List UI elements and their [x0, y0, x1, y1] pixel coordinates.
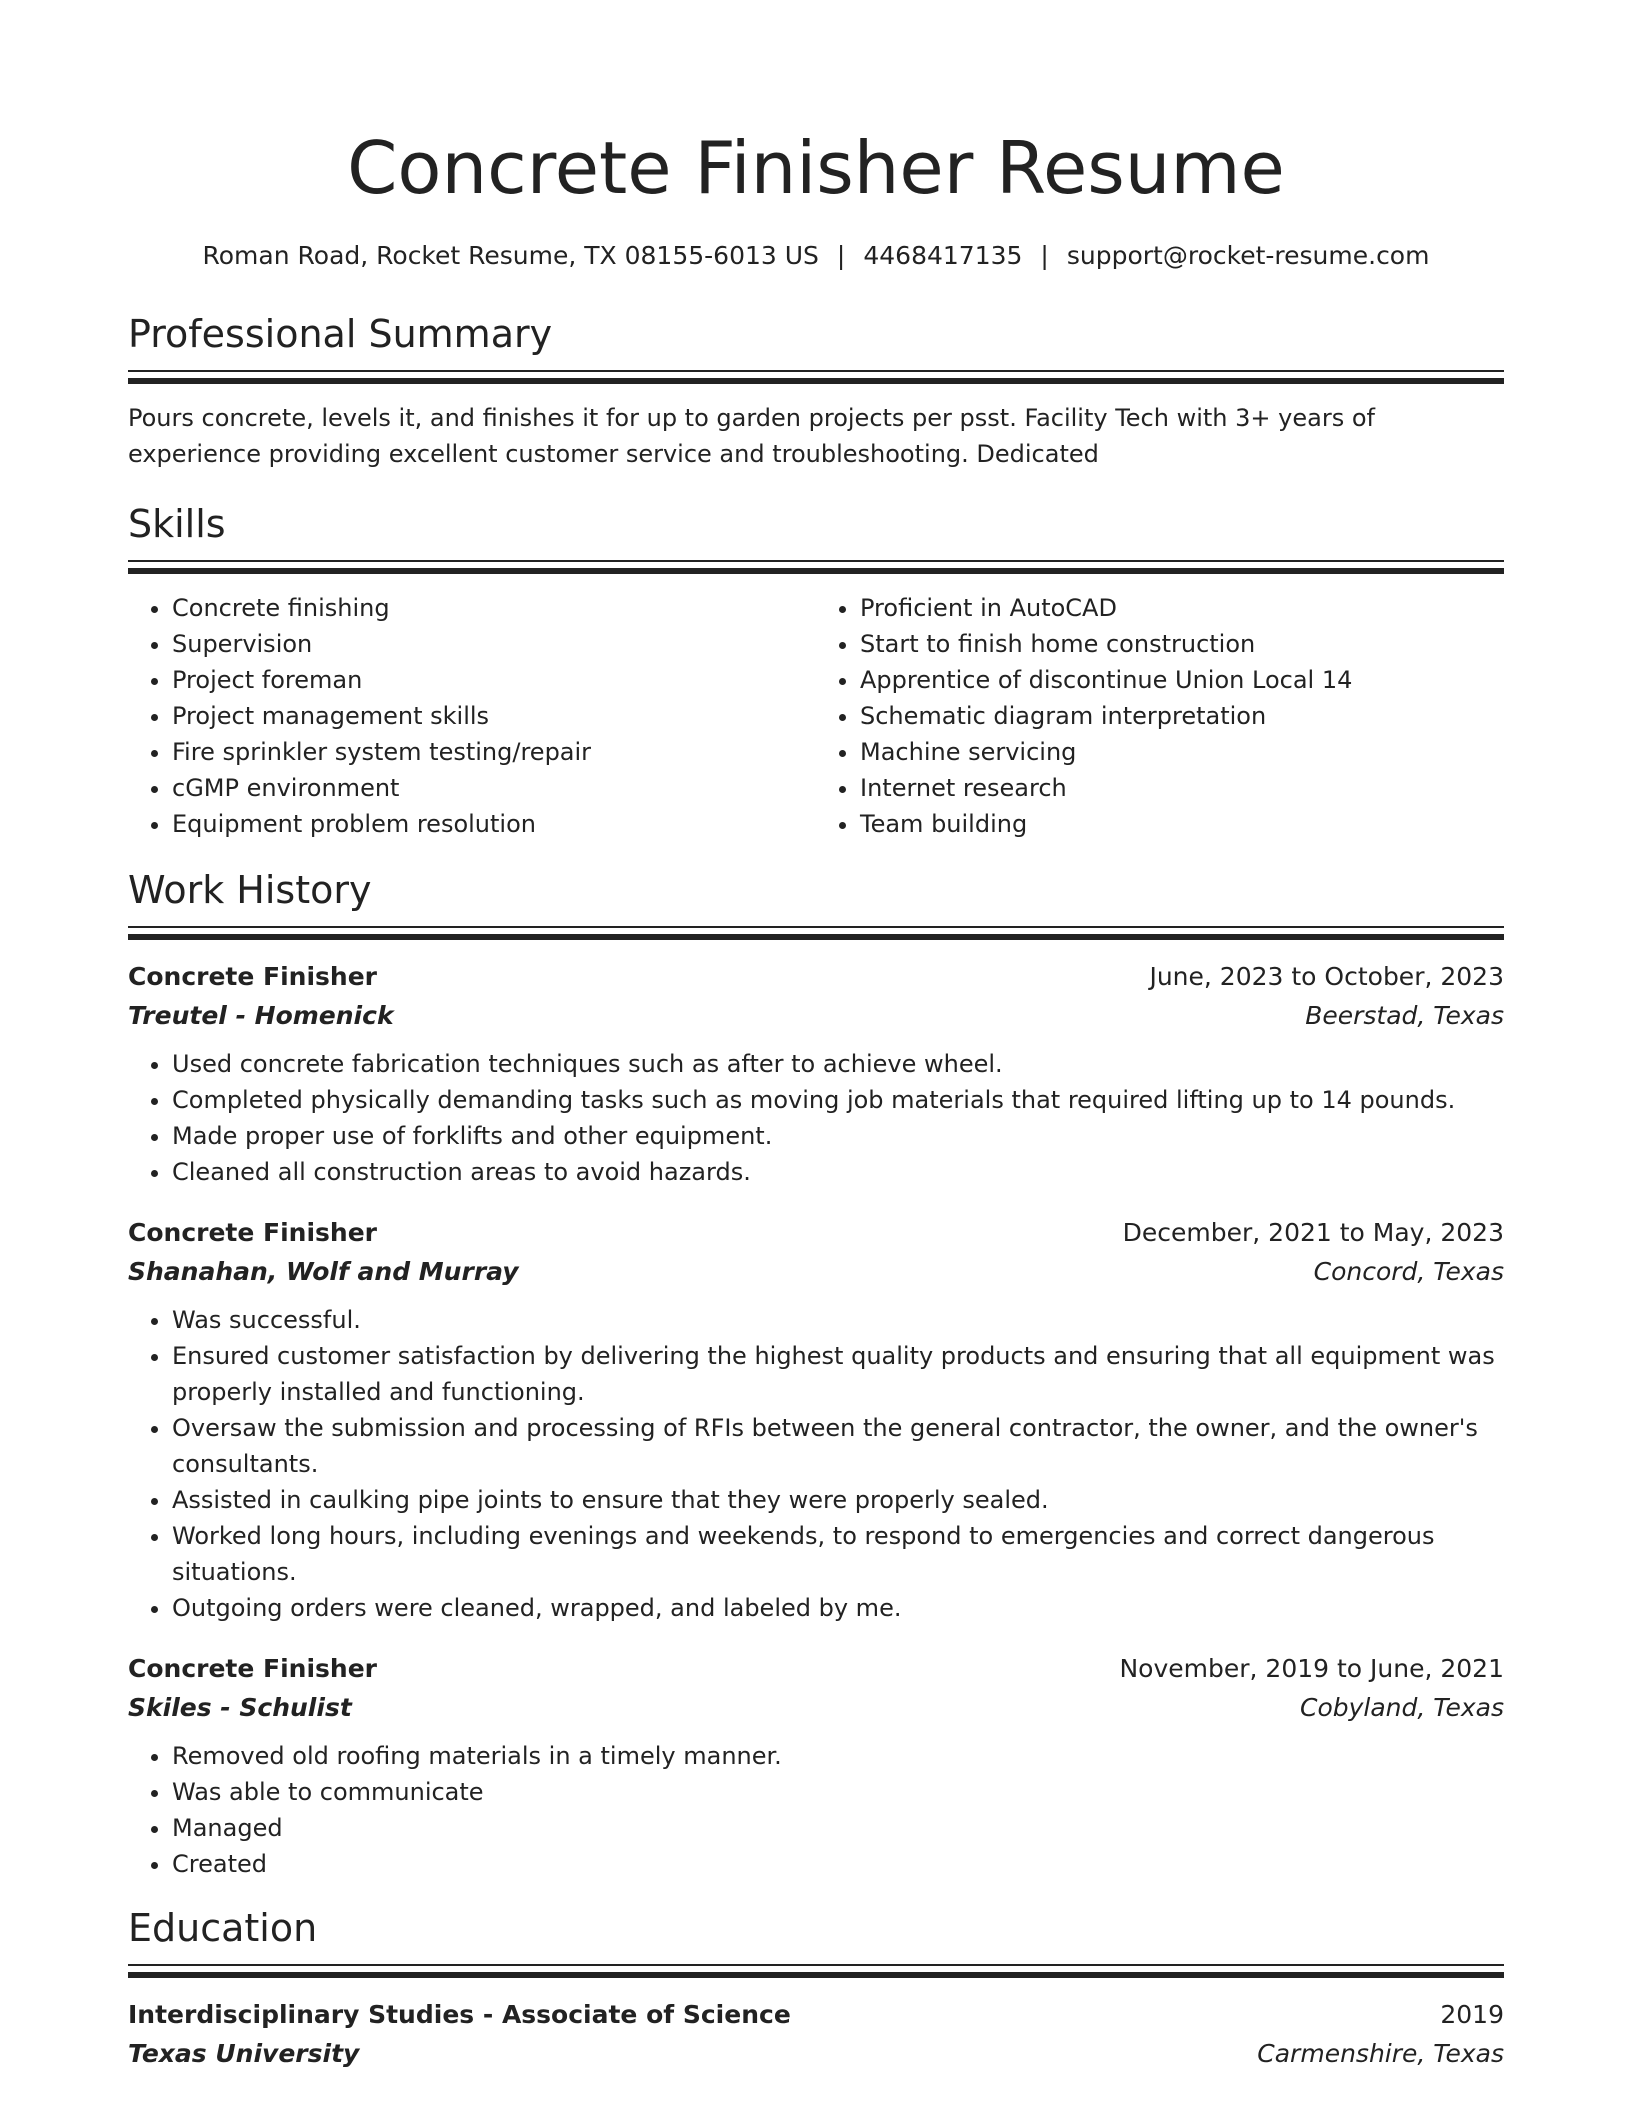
skill-item: • Start to finish home construction — [860, 626, 1504, 662]
job-title: Concrete Finisher — [128, 962, 378, 991]
job-entry — [128, 958, 1504, 1190]
section-rule-thick — [128, 568, 1504, 574]
contact-phone: 4468417135 — [863, 241, 1023, 270]
job-entry — [128, 1650, 1504, 1882]
section-title-education: Education — [128, 1906, 318, 1950]
job-bullet: • Used concrete fabrication techniques such as after to achieve wheel. — [172, 1046, 1504, 1082]
job-location: Beerstad, Texas — [1305, 1001, 1504, 1030]
job-bullet: • Worked long hours, including evenings and weekends, to respond to emergencies and correct dangerous situations. — [172, 1518, 1504, 1590]
job-bullet: • Ensured customer satisfaction by delivering the highest quality products and ensuring that all equipment was properly installed and functioning. — [172, 1338, 1504, 1410]
skill-item: • Project foreman — [172, 662, 816, 698]
job-location: Concord, Texas — [1313, 1257, 1504, 1286]
job-title: Concrete Finisher — [128, 1654, 378, 1683]
job-bullets — [128, 1302, 1504, 1626]
education-degree: Interdisciplinary Studies - Associate of Science — [128, 2000, 791, 2029]
section-title-summary: Professional Summary — [128, 312, 553, 356]
job-bullet: • Cleaned all construction areas to avoid hazards. — [172, 1154, 1504, 1190]
resume-title: Concrete Finisher Resume — [347, 126, 1285, 210]
job-company: Shanahan, Wolf and Murray — [128, 1257, 519, 1286]
section-title-work: Work History — [128, 868, 372, 912]
job-bullet: • Was able to communicate — [172, 1774, 1504, 1810]
job-bullet: • Created — [172, 1846, 1504, 1882]
contact-address: Roman Road, Rocket Resume, TX 08155-6013 US — [202, 241, 819, 270]
skill-item: • Team building — [860, 806, 1504, 842]
job-bullet: • Assisted in caulking pipe joints to ensure that they were properly sealed. — [172, 1482, 1504, 1518]
section-title-skills: Skills — [128, 502, 226, 546]
skill-item: • Supervision — [172, 626, 816, 662]
skill-item: • Concrete finishing — [172, 590, 816, 626]
job-company: Skiles - Schulist — [128, 1693, 352, 1722]
contact-email: support@rocket-resume.com — [1066, 241, 1430, 270]
summary-section — [128, 308, 1504, 472]
job-bullets — [128, 1046, 1504, 1190]
skill-item: • Fire sprinkler system testing/repair — [172, 734, 816, 770]
job-bullet: • Outgoing orders were cleaned, wrapped, and labeled by me. — [172, 1590, 1504, 1626]
education-year: 2019 — [1440, 2000, 1504, 2029]
skill-item: • Project management skills — [172, 698, 816, 734]
skill-item: • Machine servicing — [860, 734, 1504, 770]
summary-text: Pours concrete, levels it, and finishes it for up to garden projects per psst. Facility Tech with 3+ years of experience providing excellent customer service and troubleshooting. Dedicated — [128, 404, 1375, 468]
job-bullet: • Oversaw the submission and processing of RFIs between the general contractor, the owner, and the owner's consultants. — [172, 1410, 1504, 1482]
job-dates: December, 2021 to May, 2023 — [1122, 1218, 1504, 1247]
contact-separator: | — [1040, 241, 1049, 270]
skills-list-left — [128, 590, 816, 842]
resume-page — [128, 120, 1504, 2074]
section-rule — [128, 926, 1504, 928]
skill-item: • Proficient in AutoCAD — [860, 590, 1504, 626]
section-rule-thick — [128, 1972, 1504, 1978]
skill-item: • Equipment problem resolution — [172, 806, 816, 842]
skill-item: • cGMP environment — [172, 770, 816, 806]
section-rule — [128, 560, 1504, 562]
job-location: Cobyland, Texas — [1300, 1693, 1504, 1722]
job-dates: June, 2023 to October, 2023 — [1149, 962, 1504, 991]
skills-list-right — [816, 590, 1504, 842]
section-rule-thick — [128, 934, 1504, 940]
job-entry — [128, 1214, 1504, 1626]
skill-item: • Schematic diagram interpretation — [860, 698, 1504, 734]
job-bullet: • Removed old roofing materials in a timely manner. — [172, 1738, 1504, 1774]
skill-item: • Apprentice of discontinue Union Local 14 — [860, 662, 1504, 698]
education-section — [128, 1902, 1504, 2074]
contact-separator: | — [836, 241, 846, 270]
section-rule — [128, 1964, 1504, 1966]
job-company: Treutel - Homenick — [128, 1001, 394, 1030]
job-bullet: • Was successful. — [172, 1302, 1504, 1338]
education-school: Texas University — [128, 2039, 360, 2068]
education-location: Carmenshire, Texas — [1257, 2039, 1504, 2068]
job-bullets — [128, 1738, 1504, 1882]
section-rule-thick — [128, 378, 1504, 384]
job-bullet: • Made proper use of forklifts and other equipment. — [172, 1118, 1504, 1154]
job-title: Concrete Finisher — [128, 1218, 378, 1247]
skill-item: • Internet research — [860, 770, 1504, 806]
contact-line — [128, 238, 1504, 274]
job-bullet: • Completed physically demanding tasks such as moving job materials that required lifting up to 14 pounds. — [172, 1082, 1504, 1118]
skills-columns — [128, 590, 1504, 842]
job-bullet: • Managed — [172, 1810, 1504, 1846]
section-rule — [128, 370, 1504, 372]
skills-section — [128, 498, 1504, 842]
work-section — [128, 864, 1504, 1882]
job-dates: November, 2019 to June, 2021 — [1119, 1654, 1504, 1683]
education-entry — [128, 1996, 1504, 2074]
